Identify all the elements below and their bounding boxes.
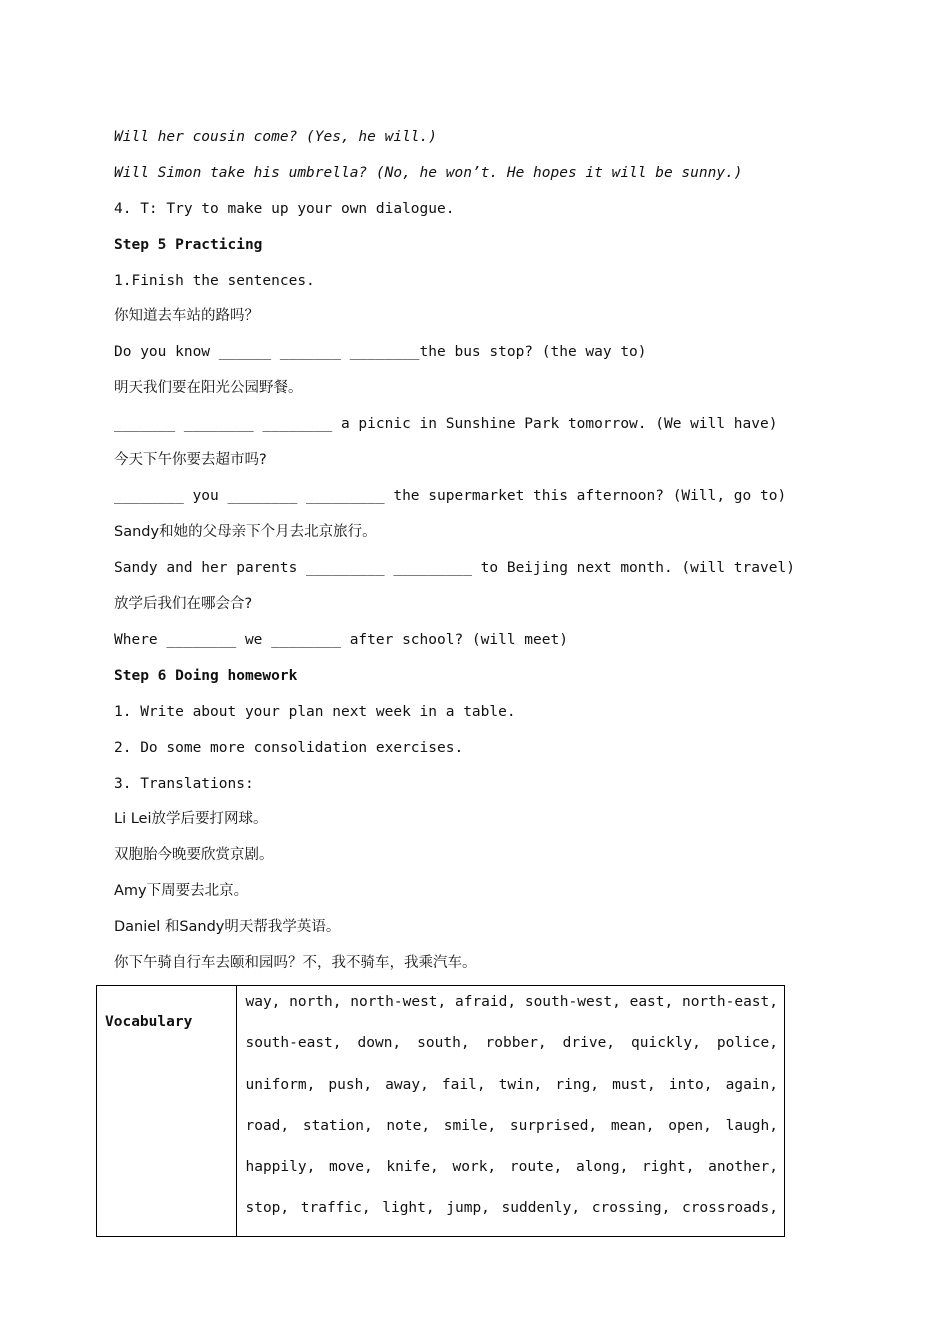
chinese-sentence-2: 明天我们要在阳光公园野餐。 bbox=[114, 380, 303, 396]
translation-2: 双胞胎今晚要欣赏京剧。 bbox=[114, 847, 274, 863]
table-row bbox=[97, 986, 785, 1237]
translation-4: Daniel 和Sandy明天帮我学英语。 bbox=[114, 919, 341, 935]
step-6-heading: Step 6 Doing homework bbox=[114, 668, 298, 684]
dialogue-line-2: Will Simon take his umbrella? (No, he won’t. He hopes it will be sunny.) bbox=[114, 165, 743, 181]
vocab-row: south-east, down, south, robber, drive, quickly, police, bbox=[245, 1035, 778, 1052]
homework-item-3: 3. Translations: bbox=[114, 776, 254, 792]
homework-item-1: 1. Write about your plan next week in a table. bbox=[114, 704, 516, 720]
dialogue-line-1: Will her cousin come? (Yes, he will.) bbox=[114, 129, 438, 145]
exercise-heading: 1.Finish the sentences. bbox=[114, 273, 315, 289]
translation-3: Amy下周要去北京。 bbox=[114, 883, 249, 899]
chinese-sentence-4: Sandy和她的父母亲下个月去北京旅行。 bbox=[114, 524, 377, 540]
fill-blank-1: Do you know ______ _______ ________the bus stop? (the way to) bbox=[114, 344, 647, 360]
fill-blank-3: ________ you ________ _________ the supermarket this afternoon? (Will, go to) bbox=[114, 488, 787, 504]
vocab-row: road, station, note, smile, surprised, mean, open, laugh, bbox=[245, 1117, 778, 1134]
vocab-row: uniform, push, away, fail, twin, ring, must, into, again, bbox=[245, 1076, 778, 1093]
vocab-row: happily, move, knife, work, route, along, right, another, bbox=[245, 1159, 778, 1176]
chinese-sentence-3: 今天下午你要去超市吗? bbox=[114, 452, 267, 468]
instruction-line: 4. T: Try to make up your own dialogue. bbox=[114, 201, 455, 217]
homework-item-2: 2. Do some more consolidation exercises. bbox=[114, 740, 464, 756]
vocab-row: way, north, north-west, afraid, south-west, east, north-east, bbox=[245, 994, 778, 1010]
fill-blank-2: _______ ________ ________ a picnic in Sunshine Park tomorrow. (We will have) bbox=[114, 416, 778, 432]
vocabulary-heading: Vocabulary bbox=[97, 986, 237, 1237]
vocabulary-table bbox=[96, 985, 785, 1237]
vocabulary-words bbox=[237, 986, 785, 1237]
fill-blank-5: Where ________ we ________ after school? (will meet) bbox=[114, 632, 568, 648]
translation-5: 你下午骑自行车去颐和园吗？不，我不骑车，我乘汽车。 bbox=[114, 955, 477, 971]
step-5-heading: Step 5 Practicing bbox=[114, 237, 263, 253]
chinese-sentence-1: 你知道去车站的路吗？ bbox=[114, 308, 259, 324]
fill-blank-4: Sandy and her parents _________ _________ to Beijing next month. (will travel) bbox=[114, 560, 795, 576]
vocab-row: stop, traffic, light, jump, suddenly, crossing, crossroads, bbox=[245, 1200, 778, 1217]
translation-1: Li Lei放学后要打网球。 bbox=[114, 811, 268, 827]
chinese-sentence-5: 放学后我们在哪会合? bbox=[114, 596, 253, 612]
